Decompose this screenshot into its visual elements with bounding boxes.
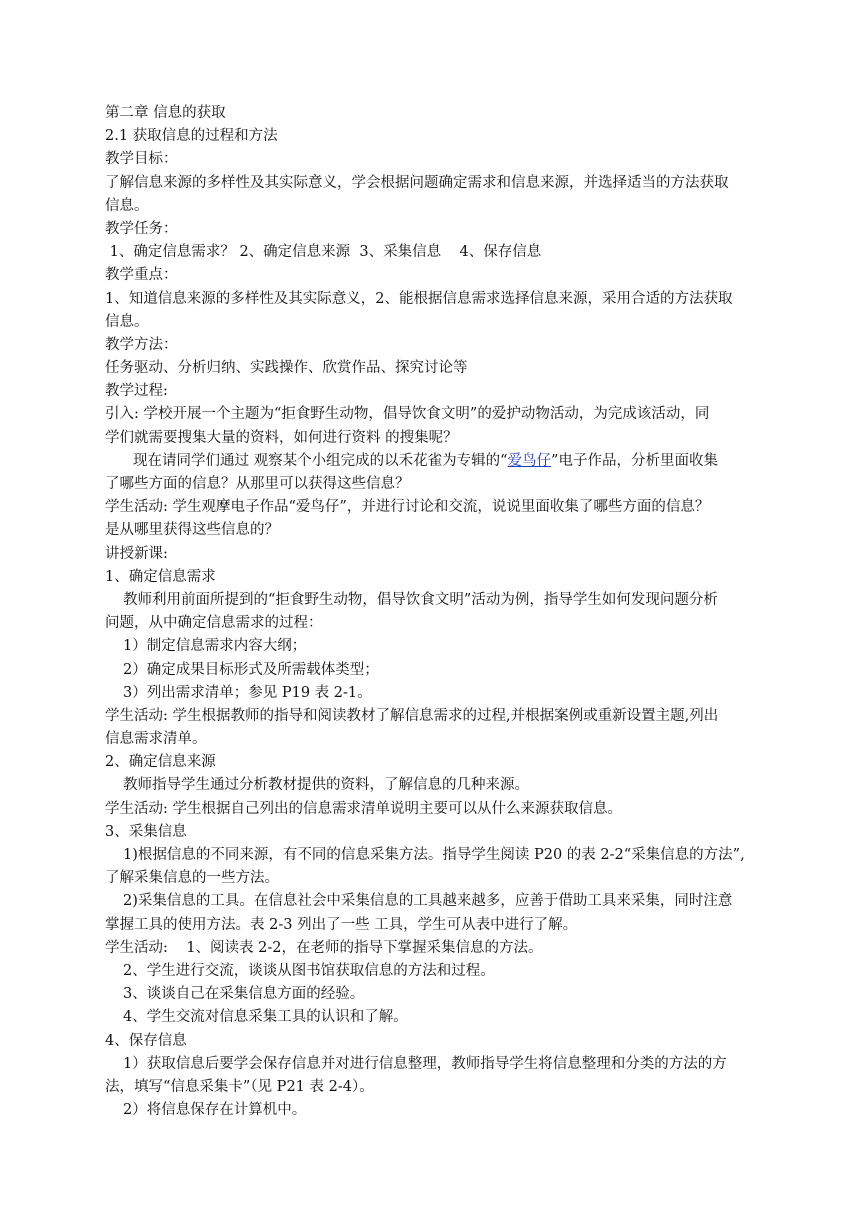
section-2-activity: 学生活动: 学生根据自己列出的信息需求清单说明主要可以从什么来源获取信息。 — [105, 800, 622, 817]
section-4-title: 4、保存信息 — [105, 1032, 187, 1049]
section-1-activity-line: 学生活动: 学生根据教师的指导和阅读教材了解信息需求的过程,并根据案例或重新设置主题,列出 — [105, 707, 719, 724]
section-3-activity: 4、学生交流对信息采集工具的认识和了解。 — [123, 1009, 408, 1026]
section-3-title: 3、采集信息 — [105, 823, 187, 840]
section-title: 2.1 获取信息的过程和方法 — [105, 128, 278, 145]
objective-text-line: 了解信息来源的多样性及其实际意义，学会根据问题确定需求和信息来源，并选择适当的方法获取 — [105, 174, 729, 191]
section-2-paragraph: 教师指导学生通过分析教材提供的资料，了解信息的几种来源。 — [123, 777, 529, 794]
presentation-text: 现在请同学们通过 观察某个小组完成的以禾花雀为专辑的“ — [133, 452, 508, 469]
key-points-text-line: 1、知道信息来源的多样性及其实际意义，2、能根据信息需求选择信息来源，采用合适的方法获取 — [105, 290, 733, 307]
document-page — [105, 102, 765, 1122]
section-3-paragraph-line: 1)根据信息的不同来源，有不同的信息采集方法。指导学生阅读 P20 的表 2-2“采集信息的方法”, — [123, 847, 745, 863]
section-3-paragraph-line: 掌握工具的使用方法。表 2-3 列出了一些 工具，学生可从表中进行了解。 — [105, 916, 578, 933]
section-4-paragraph-line: 1）获取信息后要学会保存信息并对进行信息整理，教师指导学生将信息整理和分类的方法的方 — [123, 1055, 727, 1072]
presentation-text-line: 了哪些方面的信息？从那里可以获得这些信息？ — [105, 476, 410, 492]
section-1-paragraph-line: 问题，从中确定信息需求的过程： — [105, 615, 323, 632]
ainiaozai-link[interactable]: 爱鸟仔 — [507, 452, 552, 469]
presentation-text: ”电子作品，分析里面收集 — [551, 452, 718, 469]
objective-heading: 教学目标： — [105, 151, 178, 168]
objective-text-line: 信息。 — [105, 197, 149, 214]
section-1-step: 2）确定成果目标形式及所需载体类型； — [123, 661, 379, 678]
key-points-heading: 教学重点： — [105, 267, 178, 284]
section-3-activity: 学生活动: 1、阅读表 2-2，在老师的指导下掌握采集信息的方法。 — [105, 939, 543, 956]
section-3-paragraph-line: 了解采集信息的一些方法。 — [105, 870, 279, 887]
section-1-activity-line: 信息需求清单。 — [105, 731, 207, 748]
intro-text-line: 学们就需要搜集大量的资料，如何进行资料 的搜集呢？ — [105, 429, 458, 446]
chapter-title: 第二章 信息的获取 — [105, 105, 226, 121]
student-activity-line: 学生活动: 学生观摩电子作品“爱鸟仔”，并进行讨论和交流，说说里面收集了哪些方面的信息？ — [105, 499, 710, 516]
section-3-activity: 2、学生进行交流，谈谈从图书馆获取信息的方法和过程。 — [123, 962, 495, 979]
section-4-paragraph-line: 法，填写“信息采集卡”（见 P21 表 2-4）。 — [105, 1078, 374, 1095]
section-1-title: 1、确定信息需求 — [105, 568, 216, 585]
section-1-paragraph-line: 教师利用前面所提到的“拒食野生动物，倡导饮食文明”活动为例，指导学生如何发现问题分析 — [123, 591, 718, 608]
process-heading: 教学过程: — [105, 383, 168, 400]
intro-text-line: 引入: 学校开展一个主题为“拒食野生动物，倡导饮食文明”的爱护动物活动，为完成该活动，同 — [105, 406, 710, 423]
section-1-step: 1）制定信息需求内容大纲； — [123, 638, 307, 655]
tasks-text: 1、确定信息需求？ 2、确定信息来源 3、采集信息 4、保存信息 — [105, 244, 542, 261]
student-activity-line: 是从哪里获得这些信息的？ — [105, 522, 279, 539]
section-4-paragraph-line: 2）将信息保存在计算机中。 — [123, 1102, 307, 1119]
key-points-text-line: 信息。 — [105, 313, 149, 330]
section-3-paragraph-line: 2)采集信息的工具。在信息社会中采集信息的工具越来越多，应善于借助工具来采集，同时注意 — [123, 893, 733, 910]
lesson-heading: 讲授新课: — [105, 545, 168, 562]
section-2-title: 2、确定信息来源 — [105, 754, 216, 771]
section-1-step: 3）列出需求清单；参见 P19 表 2-1。 — [123, 684, 372, 701]
methods-text: 任务驱动、分析归纳、实践操作、欣赏作品、探究讨论等 — [105, 360, 468, 377]
tasks-heading: 教学任务： — [105, 220, 178, 237]
presentation-paragraph — [105, 450, 765, 473]
section-3-activity: 3、谈谈自己在采集信息方面的经验。 — [123, 986, 365, 1003]
methods-heading: 教学方法： — [105, 336, 178, 353]
